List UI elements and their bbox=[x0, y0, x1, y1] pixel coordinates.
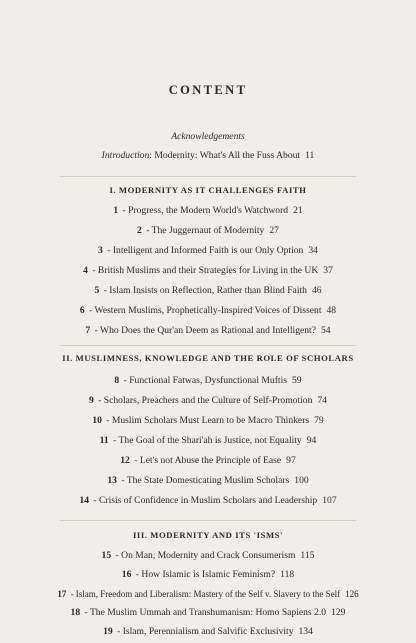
toc-entry bbox=[0, 325, 416, 337]
toc-page-number: 97 bbox=[286, 455, 296, 466]
page-title: CONTENT bbox=[168, 83, 248, 97]
toc-page-number: 21 bbox=[293, 205, 303, 216]
toc-entry-number: 1 bbox=[113, 205, 119, 216]
toc-entry-number: 12 bbox=[120, 455, 130, 466]
section-heading-2: II. MUSLIMNESS, KNOWLEDGE AND THE ROLE OF SCHOLARS bbox=[62, 353, 354, 363]
toc-entry bbox=[0, 265, 416, 277]
toc-page-number: 94 bbox=[306, 435, 317, 446]
toc-entry-title: - Crisis of Confidence in Muslim Scholars and Leadership bbox=[93, 495, 318, 506]
toc-entry bbox=[0, 495, 416, 507]
toc-entry bbox=[0, 455, 416, 467]
toc-entry-title: - The Goal of the Shari'ah is Justice, not Equality bbox=[113, 435, 302, 446]
section-divider bbox=[60, 520, 356, 521]
toc-entry-number: 8 bbox=[114, 375, 120, 386]
toc-entry-title: - British Muslims and their Strategies for Living in the UK bbox=[92, 265, 319, 276]
section-divider bbox=[60, 176, 356, 177]
toc-entry-title: - How Islamic is Islamic Feminism? bbox=[135, 569, 276, 580]
toc-entry-title: - Who Does the Qur'an Deem as Rational and Intelligent? bbox=[94, 325, 316, 336]
toc-entry bbox=[0, 285, 416, 297]
toc-page-number: 118 bbox=[280, 569, 295, 580]
toc-page-number: 48 bbox=[326, 305, 337, 316]
toc-entry-number: 4 bbox=[83, 265, 88, 276]
toc-page-number: 126 bbox=[345, 589, 359, 599]
toc-front-prefix: Introduction bbox=[101, 150, 150, 161]
toc-entry-title: - Intelligent and Informed Faith is our Only Option bbox=[107, 245, 304, 256]
toc-entry-number: 10 bbox=[92, 415, 102, 426]
toc-page-number: 34 bbox=[308, 245, 318, 256]
toc-entry-number: 16 bbox=[121, 569, 132, 580]
toc-page-number: 115 bbox=[300, 550, 315, 561]
toc-front-introduction bbox=[0, 150, 416, 162]
toc-entry-title: - Islam, Freedom and Liberalism: Mastery of the Self v. Slavery to the Self bbox=[70, 589, 341, 599]
toc-entry-title: - Muslim Scholars Must Learn to be Macro Thinkers bbox=[106, 415, 310, 426]
toc-entry-number: 11 bbox=[99, 435, 109, 446]
toc-page-number: 100 bbox=[294, 475, 309, 486]
toc-entry bbox=[0, 225, 416, 237]
toc-entry bbox=[0, 205, 416, 217]
toc-entry-title: - Western Muslims, Prophetically-Inspired Voices of Dissent bbox=[89, 305, 322, 316]
toc-entry bbox=[0, 305, 416, 317]
toc-entry-number: 6 bbox=[79, 305, 85, 316]
toc-entry-number: 9 bbox=[88, 395, 94, 406]
toc-page-number: 37 bbox=[323, 265, 333, 276]
toc-page-number: 11 bbox=[305, 150, 315, 161]
toc-page-number: 74 bbox=[317, 395, 327, 406]
toc-entry bbox=[0, 375, 416, 387]
toc-page-number: 59 bbox=[291, 375, 302, 386]
toc-entry-number: 2 bbox=[137, 225, 142, 236]
toc-entry-number: 3 bbox=[98, 245, 103, 256]
toc-page-number: 107 bbox=[322, 495, 337, 506]
toc-entry bbox=[0, 550, 416, 562]
toc-page-number: 46 bbox=[311, 285, 322, 296]
toc-page-number: 54 bbox=[320, 325, 331, 336]
toc-entry-number: 7 bbox=[85, 325, 91, 336]
toc-entry bbox=[0, 415, 416, 427]
section-heading-1: I. MODERNITY AS IT CHALLENGES FAITH bbox=[109, 185, 307, 195]
toc-entry bbox=[0, 245, 416, 257]
toc-entry-title: - Progress, the Modern World's Watchword bbox=[122, 205, 289, 216]
toc-entry bbox=[0, 395, 416, 407]
toc-entry-title: - Scholars, Preachers and the Culture of Self-Promotion bbox=[98, 395, 313, 406]
toc-page-number: 27 bbox=[269, 225, 279, 236]
toc-entry-title: - Let's not Abuse the Principle of Ease bbox=[134, 455, 282, 466]
section-divider bbox=[60, 345, 356, 346]
toc-entry bbox=[0, 475, 416, 487]
toc-front-title: Acknowledgements bbox=[171, 131, 245, 142]
toc-entry bbox=[0, 607, 416, 619]
toc-entry-title: - The Juggernaut of Modernity bbox=[146, 225, 265, 236]
toc-entry-number: 15 bbox=[101, 550, 112, 561]
toc-entry-number: 5 bbox=[94, 285, 100, 296]
toc-entry-title: - Islam Insists on Reflection, Rather than Blind Faith bbox=[103, 285, 307, 296]
toc-entry-number: 19 bbox=[103, 626, 113, 637]
toc-page-number: 134 bbox=[298, 626, 313, 637]
toc-entry-number: 13 bbox=[107, 475, 117, 486]
toc-entry-number: 17 bbox=[57, 589, 67, 599]
toc-entry bbox=[0, 626, 416, 638]
toc-entry-title: - The Muslim Ummah and Transhumanism: Homo Sapiens 2.0 bbox=[84, 607, 327, 618]
toc-entry-number: 18 bbox=[70, 607, 81, 618]
section-heading-3: III. MODERNITY AND ITS 'ISMS' bbox=[132, 530, 284, 540]
toc-entry-number: 14 bbox=[79, 495, 89, 506]
toc-entry-title: - The State Domesticating Muslim Scholars bbox=[121, 475, 290, 486]
toc-front-acknowledgements bbox=[0, 131, 416, 143]
toc-entry bbox=[0, 569, 416, 581]
toc-page-number: 129 bbox=[331, 607, 346, 618]
toc-entry bbox=[0, 435, 416, 447]
toc-entry bbox=[0, 588, 416, 600]
toc-entry-title: - On Man, Modernity and Crack Consumerism bbox=[115, 550, 296, 561]
toc-page-number: 79 bbox=[314, 415, 324, 426]
toc-entry-title: - Islam, Perennialism and Salvific Exclusivity bbox=[117, 626, 294, 637]
toc-entry-title: - Functional Fatwas, Dysfunctional Muftis bbox=[123, 375, 287, 386]
toc-front-title: : Modernity: What's All the Fuss About bbox=[149, 150, 301, 161]
